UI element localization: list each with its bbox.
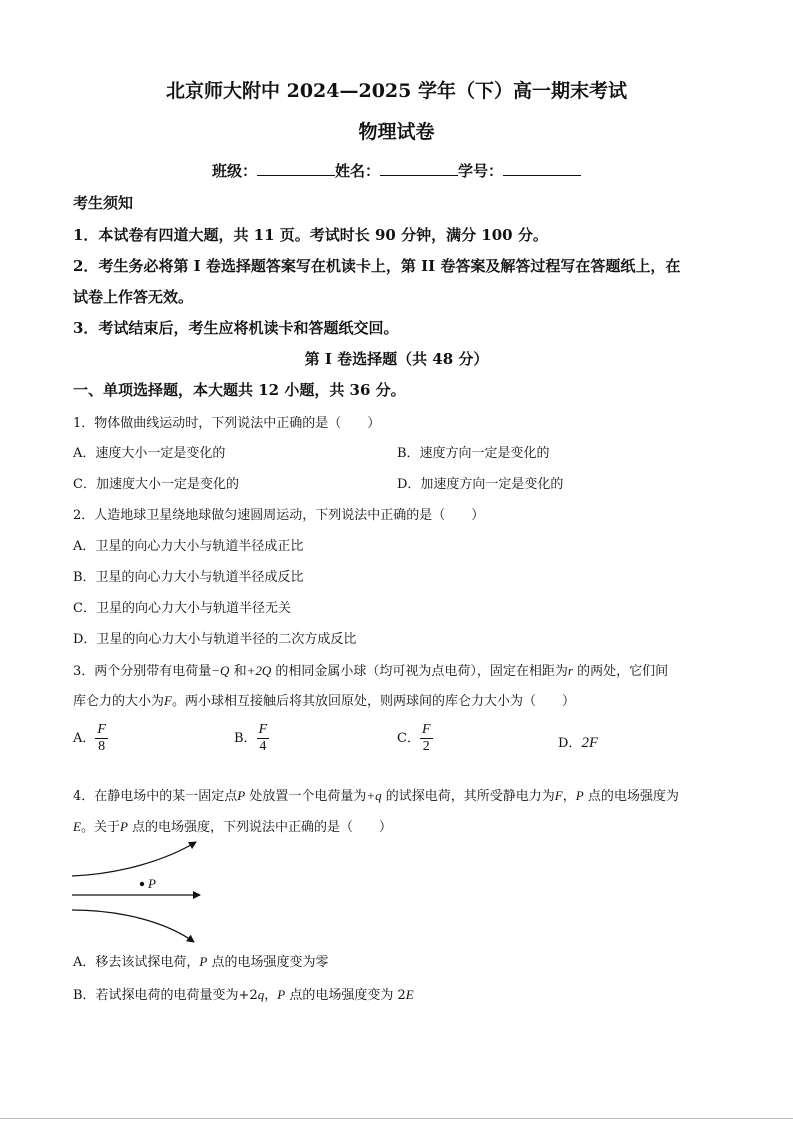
section1-heading: 一、单项选择题，本大题共 12 小题，共 36 分。: [73, 381, 406, 399]
q3-force-f: F: [164, 693, 172, 708]
class-label: 班级：: [211, 162, 257, 180]
class-blank[interactable]: [257, 163, 335, 176]
q1-option-c: C．加速度大小一定是变化的: [73, 477, 239, 492]
notice-item-2a: 2．考生务必将第 I 卷选择题答案写在机读卡上，第 II 卷答案及解答过程写在答题纸上，在: [73, 257, 681, 275]
q1-stem: 1．物体做曲线运动时，下列说法中正确的是（ ）: [73, 416, 381, 431]
q3-text: 。两小球相互接触后将其放回原处，则两球间的库仑力大小为（ ）: [171, 694, 575, 709]
q4-option-text: B．若试探电荷的电荷量变为+2: [73, 988, 258, 1003]
q3-option-c: [397, 722, 433, 755]
q4-text: 点的电场强度为: [583, 789, 679, 804]
notice-item-3: 3．考试结束后，考生应将机读卡和答题纸交回。: [73, 319, 399, 337]
q3-text: 3．两个分别带有电荷量: [73, 664, 212, 679]
option-value: 2F: [581, 735, 599, 751]
q4-option-text: A．移去该试探电荷，: [73, 955, 200, 970]
q2-option-a: A．卫星的向心力大小与轨道半径成正比: [73, 539, 304, 554]
q4-force-f: F: [554, 788, 563, 803]
q3-text: 的相同金属小球（均可视为点电荷），固定在相距为: [271, 664, 568, 679]
q2-option-c: C．卫星的向心力大小与轨道半径无关: [73, 601, 291, 616]
notice-item-1: 1．本试卷有四道大题，共 11 页。考试时长 90 分钟，满分 100 分。: [73, 226, 548, 244]
q4-charge-q: +q: [366, 788, 382, 803]
fraction: [257, 722, 270, 755]
fraction-numerator: F: [421, 722, 431, 737]
q3-charge-neg-q: −Q: [211, 663, 230, 678]
q4-option-text: 点的电场强度变为零: [207, 955, 329, 970]
q4-option-text: 点的电场强度变为 2: [285, 988, 406, 1003]
q4-text: 。关于: [80, 820, 120, 835]
fraction-denominator: 8: [98, 739, 106, 754]
q3-option-a: [73, 722, 108, 755]
q3-option-b: [234, 722, 269, 755]
q4-text: 点的电场强度，下列说法中正确的是（ ）: [127, 820, 393, 835]
point-p-dot: [140, 882, 144, 886]
point-p-label: P: [148, 876, 156, 891]
q4-point-p: P: [119, 819, 128, 834]
q1-option-a: A．速度大小一定是变化的: [73, 446, 226, 461]
q3-distance-r: r: [567, 663, 573, 678]
electric-field-diagram: [66, 838, 206, 946]
q4-option-b: [73, 984, 414, 1003]
q4-point-p: P: [277, 987, 286, 1002]
q4-point-p: P: [237, 788, 246, 803]
q4-option-a: [73, 951, 328, 970]
q4-text: 4．在静电场中的某一固定点: [73, 789, 238, 804]
exam-subtitle: 物理试卷: [358, 121, 435, 143]
option-label: B．: [234, 731, 257, 746]
page-bottom-divider: [0, 1118, 793, 1119]
id-label: 学号：: [458, 162, 504, 180]
q4-stem-line2: [73, 816, 392, 835]
q1-option-d: D．加速度方向一定是变化的: [397, 477, 564, 492]
fraction-numerator: F: [258, 722, 268, 737]
fraction: [95, 722, 108, 755]
notice-item-2b: 试卷上作答无效。: [73, 288, 194, 306]
q4-field-e: E: [405, 987, 414, 1002]
option-label: A．: [73, 731, 96, 746]
q3-text: 库仑力的大小为: [73, 694, 165, 709]
q3-charge-pos-2q: +2Q: [246, 663, 272, 678]
fraction-denominator: 2: [422, 739, 430, 754]
q3-option-d: [558, 732, 598, 752]
q3-text: 和: [229, 664, 247, 679]
q4-text: 处放置一个电荷量为: [245, 789, 367, 804]
q3-text: 的两处，它们间: [572, 664, 669, 679]
fraction-denominator: 4: [259, 739, 267, 754]
part1-heading: 第 I 卷选择题（共 48 分）: [304, 350, 489, 368]
q3-stem-line2: [73, 690, 575, 709]
student-info-fields: [0, 160, 793, 181]
field-line-upper: [72, 842, 196, 876]
field-line-lower: [72, 910, 194, 942]
q4-text: ，: [562, 789, 576, 804]
q4-stem-line1: [73, 785, 679, 804]
option-label: C．: [397, 731, 420, 746]
notice-heading: 考生须知: [73, 194, 134, 212]
fraction-numerator: F: [97, 722, 106, 737]
id-blank[interactable]: [503, 163, 581, 176]
exam-title: 北京师大附中 2024—2025 学年（下）高一期末考试: [166, 80, 627, 102]
q3-stem-line1: [73, 660, 668, 679]
q2-option-d: D．卫星的向心力大小与轨道半径的二次方成反比: [73, 632, 357, 647]
q4-charge-q: q: [257, 987, 265, 1002]
q1-option-b: B．速度方向一定是变化的: [397, 446, 550, 461]
q2-stem: 2．人造地球卫星绕地球做匀速圆周运动，下列说法中正确的是（ ）: [73, 508, 485, 523]
q4-text: 的试探电荷，其所受静电力为: [381, 789, 555, 804]
q4-field-e: E: [73, 819, 81, 834]
fraction: [420, 722, 433, 755]
q4-option-text: ，: [264, 988, 278, 1003]
option-label: D．: [558, 736, 582, 751]
name-blank[interactable]: [380, 163, 458, 176]
q2-option-b: B．卫星的向心力大小与轨道半径成反比: [73, 570, 304, 585]
name-label: 姓名：: [334, 162, 380, 180]
q4-point-p: P: [575, 788, 584, 803]
q4-point-p: P: [199, 954, 208, 969]
